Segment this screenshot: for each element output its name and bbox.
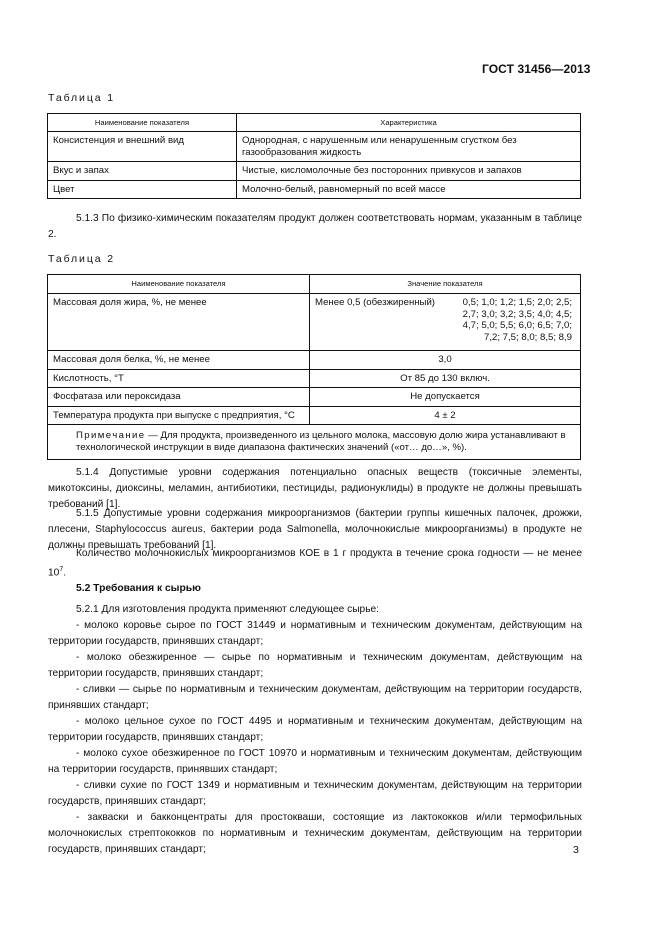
table-cell: Не допускается: [310, 388, 581, 407]
table-row: [48, 180, 581, 199]
list-item: - молоко цельное сухое по ГОСТ 4495 и нормативным и техническим документам, действующим на территории государств, принявших стандарт;: [48, 716, 582, 743]
table-cell: Массовая доля белка, %, не менее: [48, 351, 310, 370]
list-item: - молоко коровье сырое по ГОСТ 31449 и нормативным и техническим документам, действующим на территории государств, принявших стандарт;: [48, 620, 582, 647]
paragraph-cfu: [48, 546, 582, 581]
table-cell: Кислотность, °Т: [48, 369, 310, 388]
paragraph-5-1-5: 5.1.5 Допустимые уровни содержания микроорганизмов (бактерии группы кишечных палочек, дрожжи, плесени, Staphylococcus aureus, бактерии рода Salmonella, молочнокислые микроорганизмы) в продукте не должны превышать требований [1].: [48, 508, 582, 551]
table-cell: Консистенция и внешний вид: [48, 132, 237, 162]
table-cell: Вкус и запах: [48, 162, 237, 181]
table-note: [48, 425, 581, 459]
fat-values-cell: [446, 294, 581, 351]
paragraph-5-1-4: 5.1.4 Допустимые уровни содержания потенциально опасных веществ (токсичные элементы, микотоксины, диоксины, меламин, антибиотики, пестициды, радионуклиды) в продукте не должны превышать требований [1].: [48, 467, 582, 510]
cfu-text: Количество молочнокислых микроорганизмов КОЕ в 1 г продукта в течение срока годности — не менее 10: [48, 548, 582, 579]
table-row: [48, 132, 581, 162]
table-cell: От 85 до 130 включ.: [310, 369, 581, 388]
note-label: Примечание: [76, 430, 146, 442]
table-header-row: [48, 114, 581, 132]
table-row: [48, 406, 581, 425]
document-code: ГОСТ 31456—2013: [482, 62, 591, 76]
table-row: [48, 388, 581, 407]
column-header: Наименование показателя: [48, 275, 310, 294]
table-row: [48, 351, 581, 370]
table1-caption: Таблица 1: [48, 92, 116, 104]
note-text: — Для продукта, произведенного из цельного молока, массовую долю жира устанавливают в технологической инструкции в виде диапазона фактических значений («от… до…», %).: [76, 430, 566, 453]
list-item: - сливки сухие по ГОСТ 1349 и нормативным и техническим документам, действующим на территории государств, принявших стандарт;: [48, 780, 582, 807]
section-heading-5-2: 5.2 Требования к сырью: [76, 583, 201, 594]
table-cell: Температура продукта при выпуске с предприятия, °С: [48, 406, 310, 425]
table-row: [48, 162, 581, 181]
cfu-end: .: [63, 567, 67, 579]
table-cell-skim: Менее 0,5 (обезжиренный): [310, 294, 446, 351]
list-item: - закваски и бакконцентраты для простокваши, состоящие из лактококков и/или термофильных молочнокислых стрептококков по нормативным и техническим документам, действующим на территории государств, принявших стандарт;: [48, 812, 582, 855]
page-number: 3: [573, 844, 579, 856]
table-cell: 4 ± 2: [310, 406, 581, 425]
column-header: Характеристика: [237, 114, 581, 132]
cfu-exponent: 7: [59, 566, 64, 573]
list-item: 5.2.1 Для изготовления продукта применяют следующее сырье:: [76, 604, 379, 615]
column-header: Значение показателя: [310, 275, 581, 294]
fat-values-line: 0,5; 1,0; 1,2; 1,5; 2,0; 2,5;: [462, 297, 572, 308]
table-cell: Цвет: [48, 180, 237, 199]
table-cell: Чистые, кисломолочные без посторонних привкусов и запахов: [237, 162, 581, 181]
table2-caption: Таблица 2: [48, 253, 116, 265]
table-row-fat: [48, 294, 581, 351]
list-item: - молоко сухое обезжиренное по ГОСТ 10970 и нормативным и техническим документам, действующим на территории государств, принявших стандарт;: [48, 748, 582, 775]
table-cell: Фосфатаза или пероксидаза: [48, 388, 310, 407]
raw-materials-list: [48, 602, 582, 858]
table1: [47, 113, 581, 199]
table-row: [48, 369, 581, 388]
column-header: Наименование показателя: [48, 114, 237, 132]
paragraph-5-1-3: 5.1.3 По физико-химическим показателям продукт должен соответствовать нормам, указанным в таблице 2.: [48, 213, 582, 240]
list-item: - молоко обезжиренное — сырье по нормативным и техническим документам, действующим на территории государств, принявших стандарт;: [48, 652, 582, 679]
table-cell: Однородная, с нарушенным или ненарушенным сгустком без газообразования жидкость: [237, 132, 581, 162]
fat-values-line: 4,7; 5,0; 5,5; 6,0; 6,5; 7,0;: [462, 320, 572, 332]
fat-values-line: 2,7; 3,0; 3,2; 3,5; 4,0; 4,5;: [462, 308, 572, 320]
fat-values-line: 7,2; 7,5; 8,0; 8,5; 8,9: [483, 331, 572, 343]
table-cell: Молочно-белый, равномерный по всей массе: [237, 180, 581, 199]
table2: [47, 274, 581, 460]
table-cell: Массовая доля жира, %, не менее: [48, 294, 310, 351]
table-note-row: [48, 425, 581, 459]
table-cell: 3,0: [310, 351, 581, 370]
list-item: - сливки — сырье по нормативным и техническим документам, действующим на территории государств, принявших стандарт;: [48, 684, 582, 711]
table-header-row: [48, 275, 581, 294]
